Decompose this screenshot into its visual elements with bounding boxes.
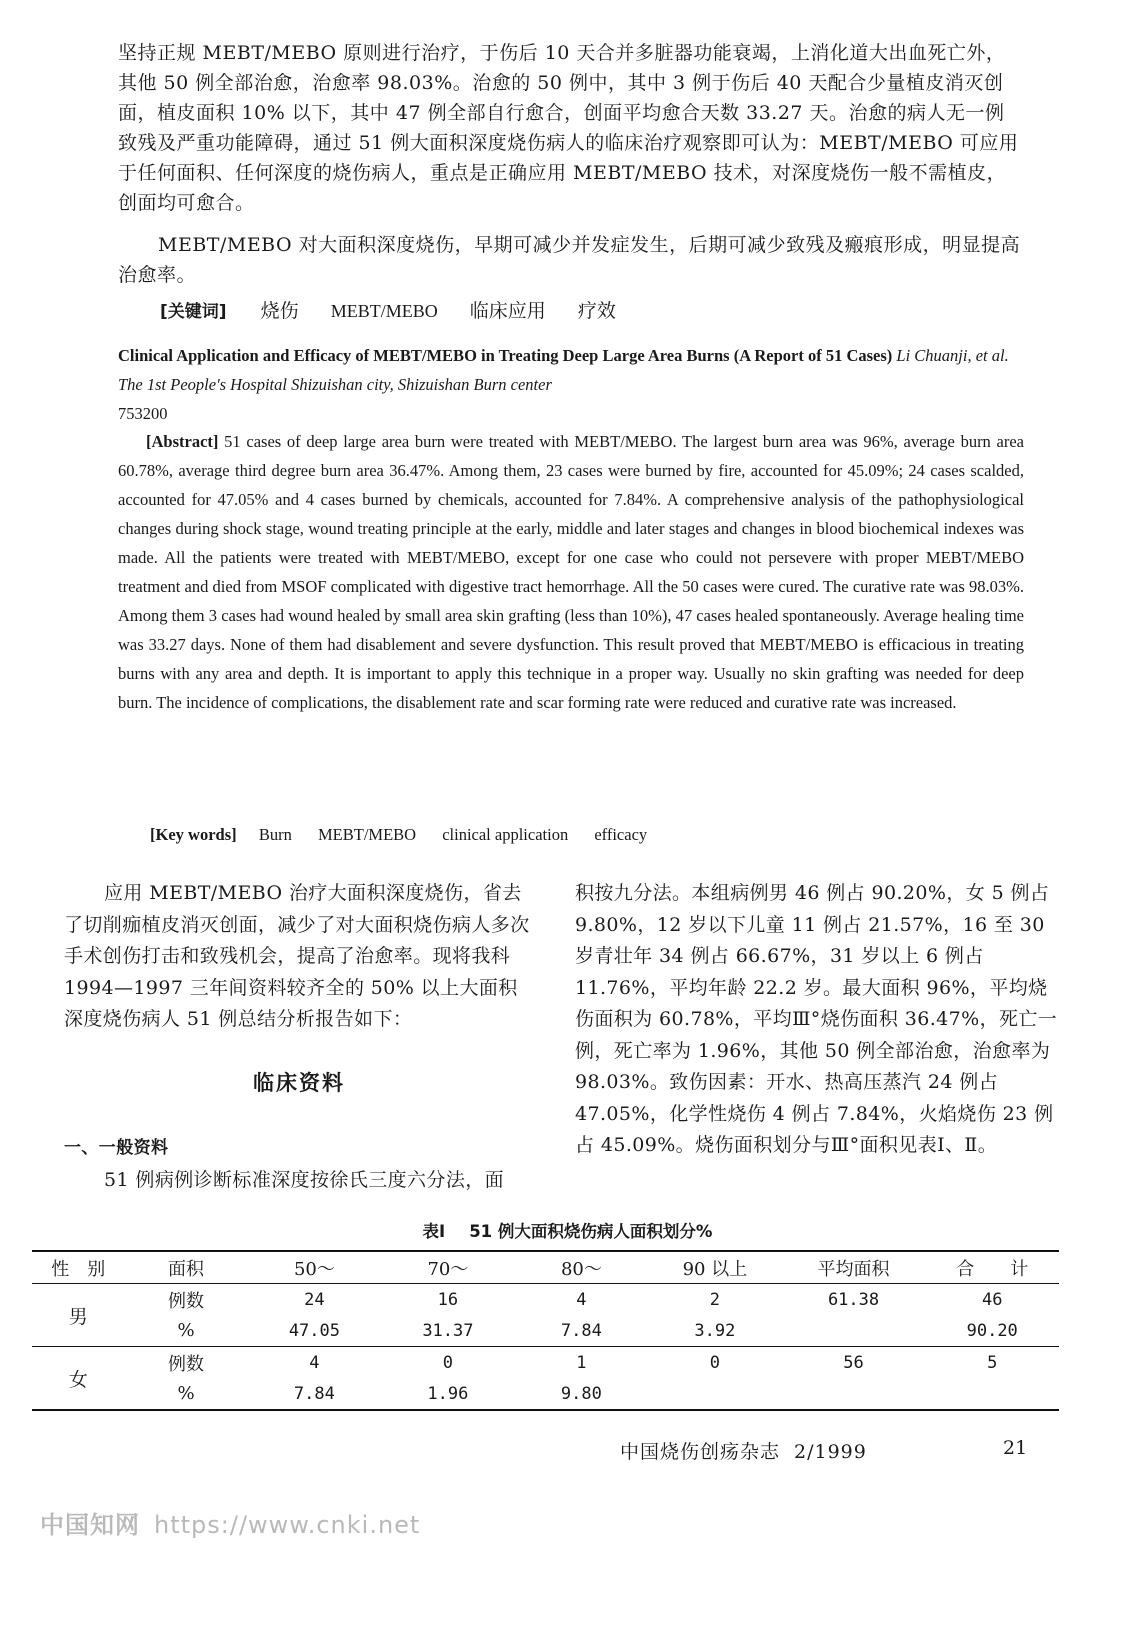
key-word-en: Burn [258,825,292,844]
english-abstract [118,427,1024,717]
table-row [32,1284,1059,1316]
table-cell: 2 [709,1289,721,1310]
keyword-cn: 临床应用 [469,300,546,322]
table-row [32,1347,1059,1379]
key-word-en: efficacy [594,825,648,844]
subsection-title: 一、一般资料 [64,1138,169,1158]
table-cell: 61.38 [827,1289,880,1310]
table-header: 90 以上 [682,1258,748,1280]
journal-issue: 2/1999 [794,1441,867,1463]
table-cell: 4 [576,1289,587,1310]
table-cell: 0 [442,1352,454,1373]
english-authors: Li Chuanji, et al. The 1st People's Hospital Shizuishan city, Shizuishan Burn center [118,346,1009,394]
key-words-label: [Key words] [150,825,237,844]
table-cell: 31.37 [422,1320,474,1341]
table-cell: 5 [987,1352,998,1373]
watermark-url: https://www.cnki.net [154,1511,421,1539]
english-title: Clinical Application and Efficacy of MEBT/MEBO in Treating Deep Large Area Burns (A Report of 51 Cases) [118,346,893,365]
key-word-en: MEBT/MEBO [317,825,417,844]
keyword-cn: 疗效 [577,300,616,322]
table-row [32,1315,1059,1347]
row-label: 例数 [168,1290,205,1312]
table-cell [925,1378,1059,1410]
key-word-en: clinical application [442,825,569,844]
table-header: 平均面积 [817,1258,890,1280]
table-cell: 7.84 [293,1383,335,1404]
table-header: 50～ [293,1258,335,1280]
intro-paragraph: 应用 MEBT/MEBO 治疗大面积深度烧伤，省去了切削痂植皮消灭创面，减少了对大面积烧伤病人多次手术创伤打击和致残机会，提高了治愈率。现将我科 1994—1997 三年间资料较齐全的 50% 以上大面积深度烧伤病人 51 例总结分析报告如下： [64,882,530,1030]
table-header: 合 计 [956,1258,1029,1280]
table-cell: 0 [709,1352,721,1373]
journal-name: 中国烧伤创疡杂志 [620,1441,781,1463]
keywords-cn-label: [关键词] [160,302,227,322]
table-cell: 1 [576,1352,587,1373]
page-number: 21 [1003,1437,1028,1459]
abstract-cn-conclusion: MEBT/MEBO 对大面积深度烧伤，早期可减少并发症发生，后期可减少致残及瘢痕形成，明显提高治愈率。 [118,234,1021,286]
abstract-text: 51 cases of deep large area burn were treated with MEBT/MEBO. The largest burn area was 96%, average burn area 60.78%, average third degree burn area 36.47%. Among them, 23 cases were burned by fire, accounted for 45.09%; 24 cases scalded, accounted for 47.05% and 4 cases burned by chemicals, accounted for 7.84%. A comprehensive analysis of the pathophysiological changes during shock stage, wound treating principle at the early, middle and later stages and changes in blood biochemical indexes was made. All the patients were treated with MEBT/MEBO, except for one case who could not persevere with proper MEBT/MEBO treatment and died from MSOF complicated with digestive tract hemorrhage. All the 50 cases were cured. The curative rate was 98.03%. Among them 3 cases had wound healed by small area skin grafting (less than 10%), 47 cases healed spontaneously. Average healing time was 33.27 days. None of them had disablement and severe dysfunction. This result proved that MEBT/MEBO is efficacious in treating burns with any area and depth. It is important to apply this technique in a proper way. Usually no skin grafting was needed for deep burn. The incidence of complications, the disablement rate and scar forming rate were reduced and curative rate was increased. [118,432,1025,712]
keywords-cn [160,296,1020,323]
row-label: 例数 [168,1353,205,1375]
table-header: 70～ [427,1258,469,1280]
key-words-en [150,820,1010,849]
english-postcode: 753200 [118,404,168,423]
abstract-cn-paragraph: 坚持正规 MEBT/MEBO 原则进行治疗，于伤后 10 天合并多脏器功能衰竭，上消化道大出血死亡外，其他 50 例全部治愈，治愈率 98.03%。治愈的 50 例中，其中 3 例于伤后 40 天配合少量植皮消灭创面，植皮面积 10% 以下，其中 47 例全部自行愈合，创面平均愈合天数 33.27 天。治愈的病人无一例致残及严重功能障碍，通过 51 例大面积深度烧伤病人的临床治疗观察即可认为：MEBT/MEBO 可应用于任何面积、任何深度的烧伤病人，重点是正确应用 MEBT/MEBO 技术，对深度烧伤一般不需植皮，创面均可愈合。 [118,42,1019,214]
row-label: % [177,1383,195,1404]
table-cell: 47.05 [288,1320,340,1341]
table-cell: 3.92 [694,1320,736,1341]
table-cell: 9.80 [560,1383,602,1404]
table-cell: 46 [981,1289,1003,1310]
table-row [32,1378,1059,1410]
table-cell: 4 [309,1352,320,1373]
left-column [64,878,534,1196]
right-column [575,878,1063,1162]
row-label: % [177,1320,195,1341]
general-data-continued: 积按九分法。本组病例男 46 例占 90.20%，女 5 例占 9.80%，12 岁以下儿童 11 例占 21.57%，16 至 30 岁青壮年 34 例占 66.67%，31 岁以上 6 例占 11.76%，平均年龄 22.2 岁。最大面积 96%，平均烧伤面积为 60.78%，平均Ⅲ°烧伤面积 36.47%，死亡一例，死亡率为 1.96%，其他 50 例全部治愈，治愈率为 98.03%。致伤因素：开水、热高压蒸汽 24 例占 47.05%，化学性烧伤 4 例占 7.84%，火焰烧伤 23 例占 45.09%。烧伤面积划分与Ⅲ°面积见表Ⅰ、Ⅱ。 [575,882,1058,1156]
sex-cell: 女 [68,1368,88,1391]
table-cell [782,1378,926,1410]
table-title: 51 例大面积烧伤病人面积划分% [469,1222,713,1241]
table-cell [782,1315,926,1347]
table-cell [648,1378,782,1410]
table-number: 表Ⅰ [422,1222,446,1241]
table-header: 80～ [560,1258,602,1280]
abstract-label: [Abstract] [146,432,219,451]
table-cell: 24 [304,1289,325,1310]
table-header: 面积 [168,1258,205,1280]
general-data-paragraph: 51 例病例诊断标准深度按徐氏三度六分法，面 [104,1168,505,1191]
table-cell: 7.84 [560,1320,602,1341]
table-cell: 16 [437,1289,459,1310]
table-cell: 1.96 [427,1383,469,1404]
journal-footer [620,1437,867,1464]
watermark-brand: 中国知网 [40,1511,140,1539]
keyword-cn: 烧伤 [260,300,299,322]
cnki-watermark [40,1505,420,1540]
keyword-cn: MEBT/MEBO [330,301,438,321]
sex-cell: 男 [68,1305,88,1328]
table-cell: 90.20 [966,1320,1018,1341]
table-cell: 56 [843,1352,864,1373]
table-header-row [32,1251,1059,1284]
english-title-block [118,341,1024,428]
table-header: 性 别 [51,1258,106,1280]
burn-area-table [32,1250,1059,1411]
table-caption [0,1218,1135,1242]
section-title: 临床资料 [253,1070,345,1095]
